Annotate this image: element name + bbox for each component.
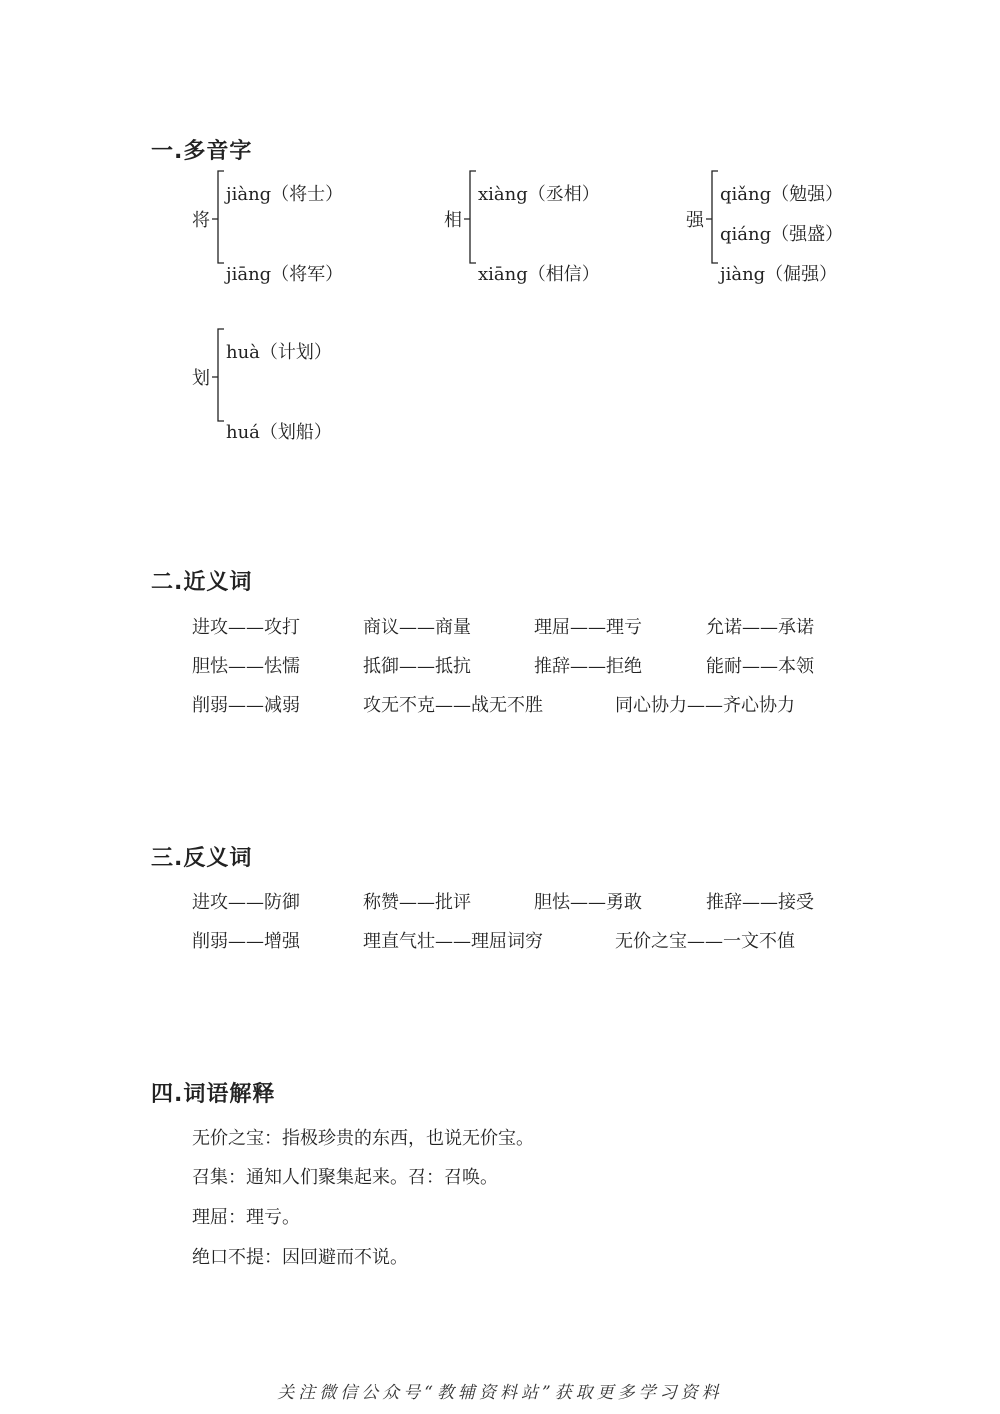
synonym-pair: 抵御——抵抗 — [363, 656, 471, 677]
synonym-pair: 同心协力——齐心协力 — [615, 695, 795, 716]
section-title-synonyms: 二.近义词 — [151, 570, 253, 595]
footer-note: 关注微信公众号“教辅资料站”获取更多学习资料 — [277, 1383, 723, 1403]
polyphonic-group — [686, 180, 916, 310]
reading: qiáng（强盛） — [720, 224, 844, 245]
antonym-pair: 无价之宝——一文不值 — [615, 931, 795, 952]
antonym-pair: 削弱——增强 — [192, 931, 300, 952]
polyphonic-char: 强 — [686, 210, 704, 231]
synonym-pair: 商议——商量 — [363, 617, 471, 638]
synonym-pair: 理屈——理亏 — [534, 617, 642, 638]
antonym-pair: 进攻——防御 — [192, 892, 300, 913]
section-title-polyphonic: 一.多音字 — [151, 139, 253, 164]
antonym-pair: 理直气壮——理屈词穷 — [363, 931, 543, 952]
polyphonic-group — [192, 338, 422, 468]
explanation-item: 无价之宝：指极珍贵的东西，也说无价宝。 — [192, 1128, 534, 1149]
reading: xiàng（丞相） — [478, 184, 600, 205]
polyphonic-char: 相 — [444, 210, 462, 231]
explanation-item: 理屈：理亏。 — [192, 1207, 300, 1228]
reading: xiāng（相信） — [478, 264, 600, 285]
section-title-explanations: 四.词语解释 — [151, 1082, 276, 1107]
polyphonic-char: 划 — [192, 368, 210, 389]
explanation-item: 绝口不提：因回避而不说。 — [192, 1247, 408, 1268]
synonym-pair: 允诺——承诺 — [706, 617, 814, 638]
synonym-pair: 胆怯——怯懦 — [192, 656, 300, 677]
brace-icon — [212, 167, 226, 271]
antonym-pair: 胆怯——勇敢 — [534, 892, 642, 913]
reading: huá（划船） — [226, 422, 332, 443]
polyphonic-group — [192, 180, 422, 310]
reading: jiàng（将士） — [226, 184, 344, 205]
antonym-pair: 推辞——接受 — [706, 892, 814, 913]
reading: jiāng（将军） — [226, 264, 344, 285]
reading: qiǎng（勉强） — [720, 184, 844, 205]
polyphonic-char: 将 — [192, 210, 210, 231]
synonym-pair: 削弱——减弱 — [192, 695, 300, 716]
brace-icon — [464, 167, 478, 271]
synonym-pair: 能耐——本领 — [706, 656, 814, 677]
reading: huà（计划） — [226, 342, 332, 363]
polyphonic-group — [444, 180, 674, 310]
brace-icon — [212, 325, 226, 429]
explanation-item: 召集：通知人们聚集起来。召：召唤。 — [192, 1167, 498, 1188]
section-title-antonyms: 三.反义词 — [151, 846, 253, 871]
reading: jiàng（倔强） — [720, 264, 838, 285]
brace-icon — [706, 167, 720, 271]
synonym-pair: 攻无不克——战无不胜 — [363, 695, 543, 716]
antonym-pair: 称赞——批评 — [363, 892, 471, 913]
synonym-pair: 推辞——拒绝 — [534, 656, 642, 677]
synonym-pair: 进攻——攻打 — [192, 617, 300, 638]
